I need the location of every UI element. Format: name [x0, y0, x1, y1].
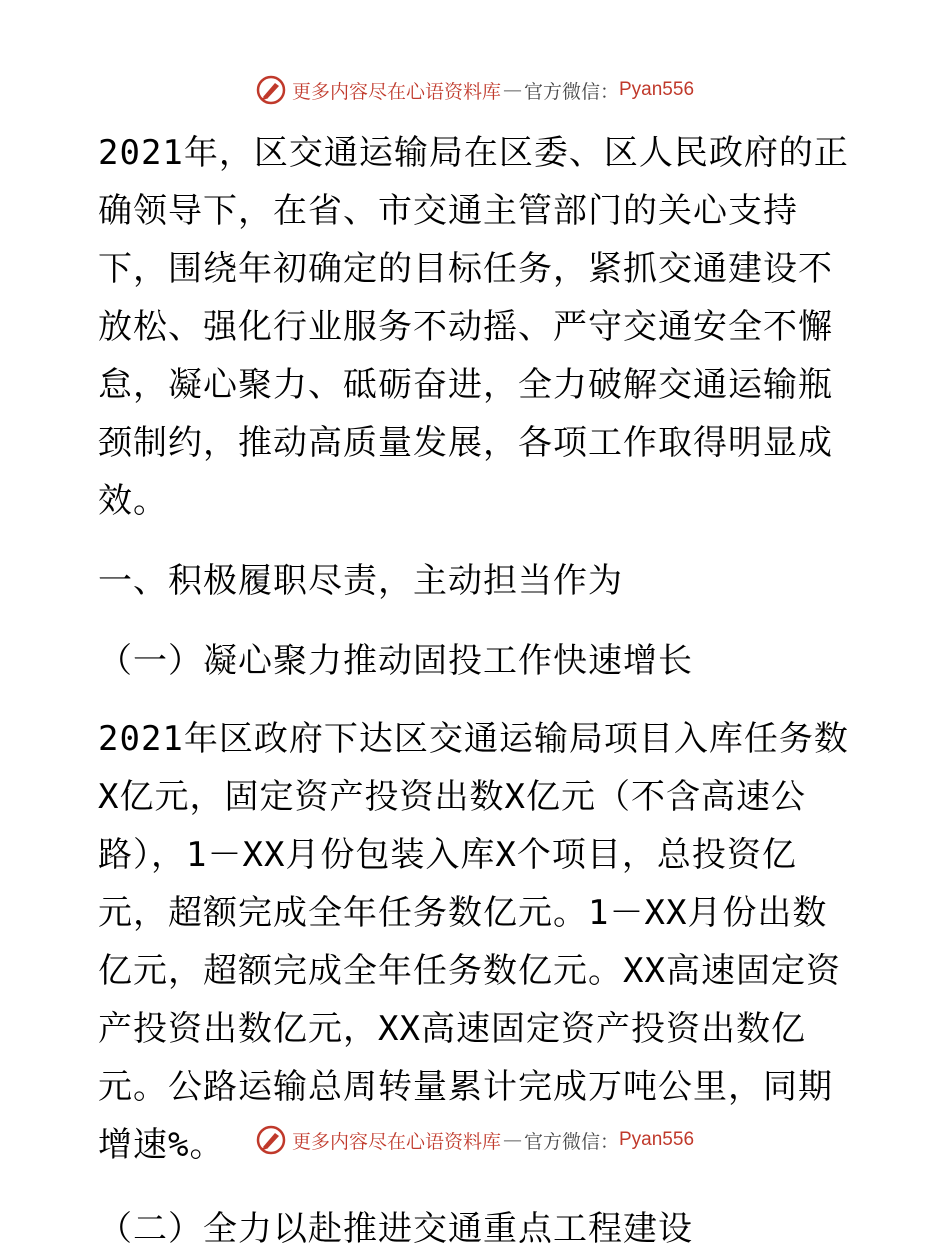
- subsection-1-paragraph: 2021年区政府下达区交通运输局项目入库任务数X亿元，固定资产投资出数X亿元（不含高速公路），1－XX月份包装入库X个项目，总投资亿元，超额完成全年任务数亿元。1－XX月份出数亿元，超额完成全年任务数亿元。XX高速固定资产投资出数亿元，XX高速固定资产投资出数亿元。公路运输总周转量累计完成万吨公里，同期增速%。: [98, 719, 849, 1165]
- watermark-footer: [0, 1120, 950, 1160]
- watermark-handle: Pyan556: [619, 1129, 695, 1150]
- quill-pen-logo-icon: [256, 1125, 286, 1155]
- watermark-header: [0, 70, 950, 110]
- subsection-2-heading: （二）全力以赴推进交通重点工程建设: [98, 1209, 693, 1249]
- intro-paragraph: 2021年，区交通运输局在区委、区人民政府的正确领导下，在省、市交通主管部门的关心支持下，围绕年初确定的目标任务，紧抓交通建设不放松、强化行业服务不动摇、严守交通安全不懈怠，凝心聚力、砥砺奋进，全力破解交通运输瓶颈制约，推动高质量发展，各项工作取得明显成效。: [98, 133, 849, 521]
- watermark-label: 官方微信：: [523, 1130, 619, 1153]
- watermark-separator: —: [502, 1129, 522, 1151]
- watermark-brand: 更多内容尽在心语资料库: [291, 1130, 501, 1153]
- section-1-heading: 一、积极履职尽责，主动担当作为: [98, 561, 623, 601]
- watermark-handle: Pyan556: [619, 79, 695, 100]
- subsection-1-heading: （一）凝心聚力推动固投工作快速增长: [98, 641, 693, 681]
- document-body: [98, 124, 858, 1258]
- watermark-label: 官方微信：: [523, 80, 619, 103]
- quill-pen-logo-icon: [256, 75, 286, 105]
- watermark-separator: —: [502, 79, 522, 101]
- watermark-brand: 更多内容尽在心语资料库: [291, 80, 501, 103]
